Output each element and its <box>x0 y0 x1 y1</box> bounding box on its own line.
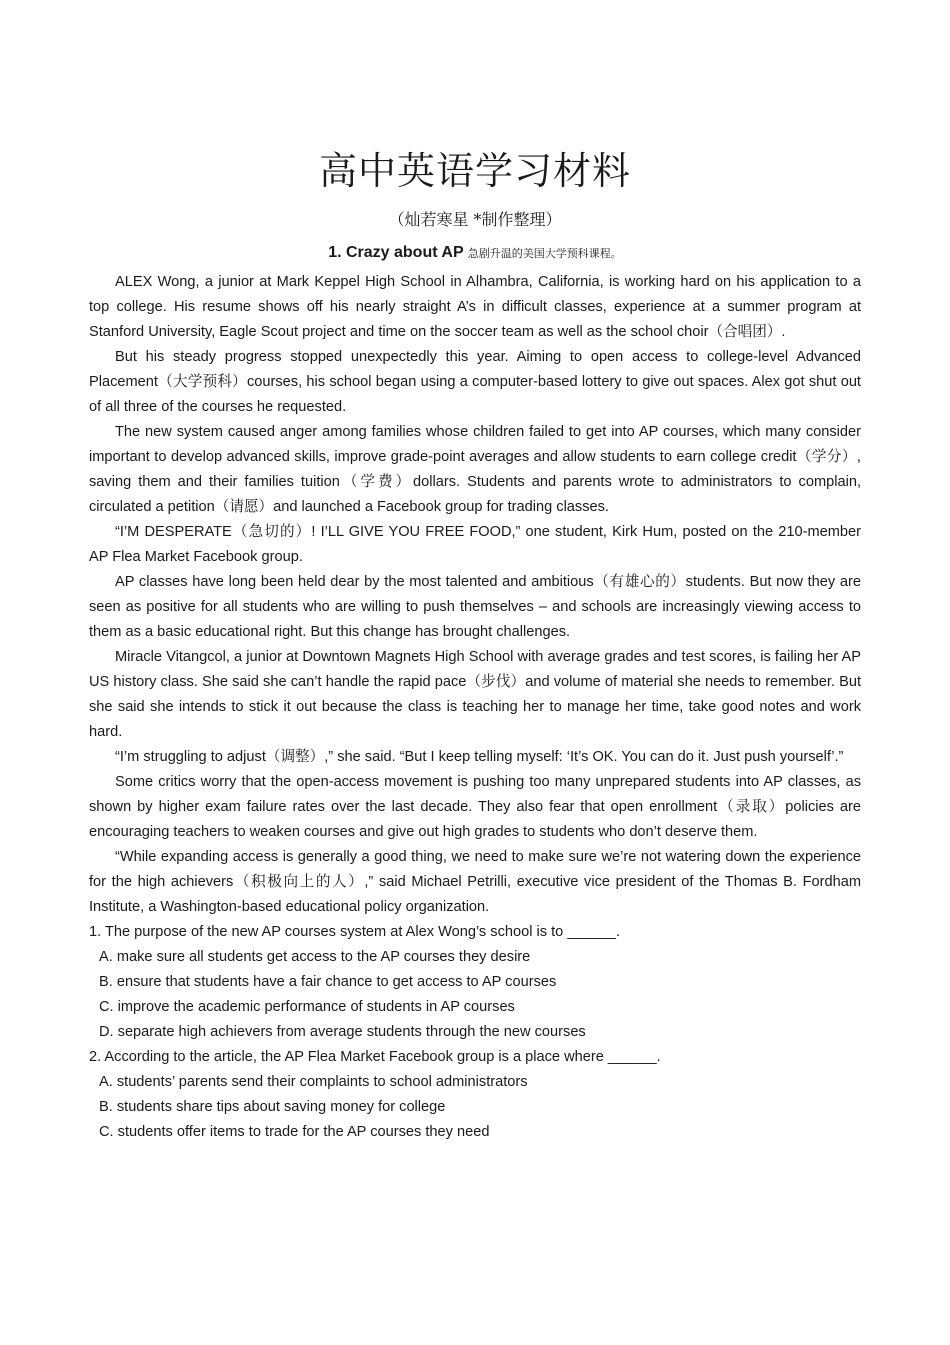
article-heading <box>0 244 950 262</box>
paragraph: Miracle Vitangcol, a junior at Downtown Magnets High School with average grades and test scores, is failing her AP US history class. She said she can’t handle the rapid pace（步伐）and volume of material she needs to remember. But she said she intends to stick it out because the class is teaching her to manage her time, take good notes and work hard. <box>89 649 861 740</box>
paragraph: Some critics worry that the open-access movement is pushing too many unprepared students into AP classes, as shown by higher exam failure rates over the last decade. They also fear that open enrollment（录取）policies are encouraging teachers to weaken courses and give out high grades to students who don’t deserve them. <box>89 774 861 840</box>
article-body <box>89 270 861 1145</box>
question-option: A. students’ parents send their complaints to school administrators <box>99 1074 528 1090</box>
paragraph: “I’M DESPERATE（急切的）! I’LL GIVE YOU FREE FOOD,” one student, Kirk Hum, posted on the 210-member AP Flea Market Facebook group. <box>89 524 861 565</box>
question-1 <box>89 920 861 1045</box>
page-subtitle: （灿若寒星 *制作整理） <box>388 210 562 229</box>
paragraph: AP classes have long been held dear by the most talented and ambitious（有雄心的）students. But now they are seen as positive for all students who are willing to push themselves – and schools are increasingly viewing access to them as a basic educational right. But this change has brought challenges. <box>89 574 861 640</box>
question-option: A. make sure all students get access to the AP courses they desire <box>99 949 531 965</box>
paragraph: The new system caused anger among families whose children failed to get into AP courses, which many consider important to develop advanced skills, improve grade-point averages and allow students to earn college credit（学分）, saving them and their families tuition（学费）dollars. Students and parents wrote to administrators to complain, circulated a petition（请愿）and launched a Facebook group for trading classes. <box>89 424 861 515</box>
question-stem: 2. According to the article, the AP Flea Market Facebook group is a place where ______. <box>89 1049 661 1065</box>
question-2 <box>89 1045 861 1145</box>
question-option: D. separate high achievers from average students through the new courses <box>99 1024 586 1040</box>
article-heading-text: 1. Crazy about AP <box>328 244 464 261</box>
question-option: C. students offer items to trade for the AP courses they need <box>99 1124 490 1140</box>
question-option: C. improve the academic performance of students in AP courses <box>99 999 515 1015</box>
page-title: 高中英语学习材料 <box>318 149 631 193</box>
question-stem: 1. The purpose of the new AP courses system at Alex Wong’s school is to ______. <box>89 924 621 940</box>
paragraph: “While expanding access is generally a good thing, we need to make sure we’re not watering down the experience for the high achievers（积极向上的人）,” said Michael Petrilli, executive vice president of the Thomas B. Fordham Institute, a Washington-based educational policy organization. <box>89 849 861 915</box>
paragraph: But his steady progress stopped unexpectedly this year. Aiming to open access to college-level Advanced Placement（大学预科）courses, his school began using a computer-based lottery to give out spaces. Alex got shut out of all three of the courses he requested. <box>89 349 861 415</box>
question-option: B. ensure that students have a fair chance to get access to AP courses <box>99 974 557 990</box>
question-option: B. students share tips about saving money for college <box>99 1099 446 1115</box>
paragraph: “I’m struggling to adjust（调整）,” she said. “But I keep telling myself: ‘It’s OK. You can do it. Just push yourself’.” <box>115 749 844 765</box>
article-heading-note: 急剧升温的美国大学预科课程。 <box>467 247 622 260</box>
paragraph: ALEX Wong, a junior at Mark Keppel High School in Alhambra, California, is working hard on his application to a top college. His resume shows off his nearly straight A’s in difficult classes, experience at a summer program at Stanford University, Eagle Scout project and time on the soccer team as well as the school choir（合唱团）. <box>89 274 861 340</box>
